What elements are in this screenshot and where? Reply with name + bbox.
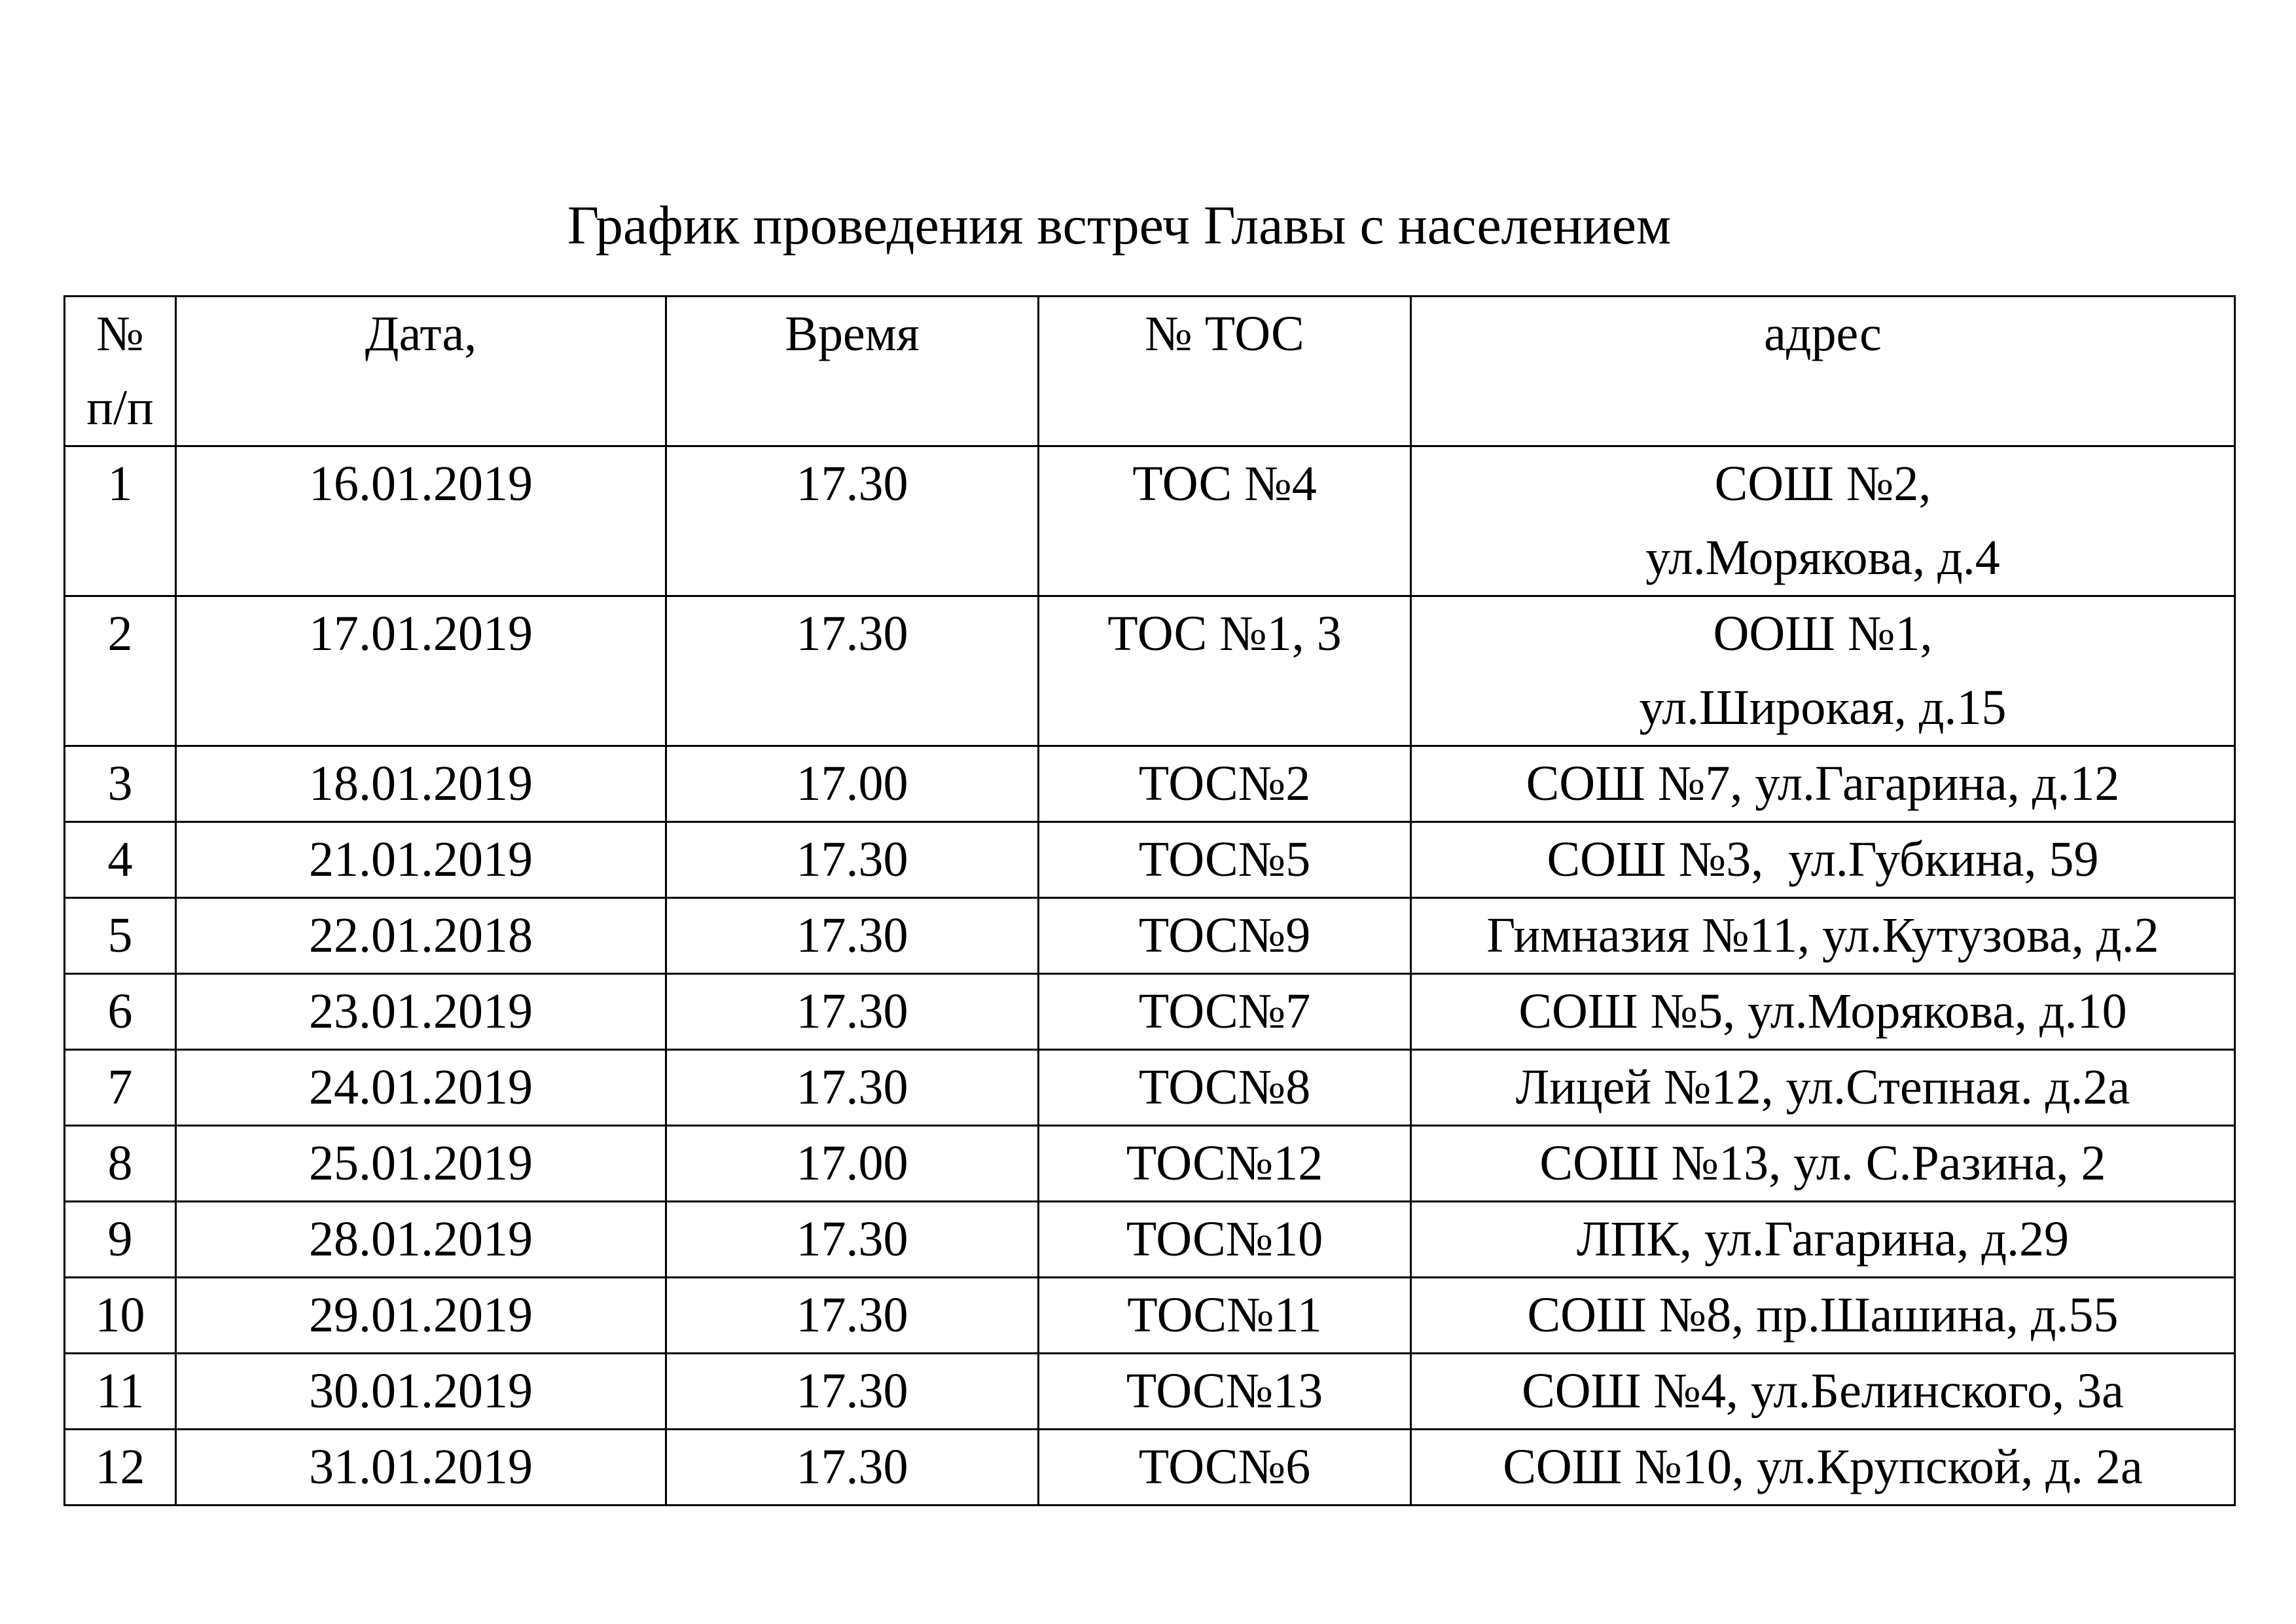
cell-date: 21.01.2019 (176, 822, 666, 898)
cell-number: 10 (65, 1278, 176, 1354)
cell-tos: ТОС№12 (1039, 1126, 1411, 1202)
cell-date: 23.01.2019 (176, 974, 666, 1050)
table-row (65, 596, 2235, 746)
cell-address: СОШ №13, ул. С.Разина, 2 (1411, 1126, 2235, 1202)
header-number-symbol: № (96, 306, 144, 361)
cell-address (1411, 446, 2235, 596)
cell-date: 31.01.2019 (176, 1430, 666, 1506)
table-row (65, 446, 2235, 596)
cell-date: 16.01.2019 (176, 446, 666, 596)
cell-tos: ТОС№11 (1039, 1278, 1411, 1354)
address-street: ул.Морякова, д.4 (1645, 530, 2000, 585)
cell-tos: ТОС№6 (1039, 1430, 1411, 1506)
cell-tos: ТОС№8 (1039, 1050, 1411, 1126)
cell-time: 17.30 (666, 446, 1039, 596)
cell-address: ЛПК, ул.Гагарина, д.29 (1411, 1202, 2235, 1278)
table-row (65, 1430, 2235, 1506)
header-tos: № ТОС (1039, 297, 1411, 446)
cell-address: СОШ №5, ул.Морякова, д.10 (1411, 974, 2235, 1050)
cell-date: 30.01.2019 (176, 1354, 666, 1430)
cell-tos: ТОС№2 (1039, 746, 1411, 822)
cell-time: 17.00 (666, 746, 1039, 822)
cell-number: 7 (65, 1050, 176, 1126)
cell-time: 17.00 (666, 1126, 1039, 1202)
cell-time: 17.30 (666, 974, 1039, 1050)
table-row (65, 1050, 2235, 1126)
cell-address: СОШ №8, пр.Шашина, д.55 (1411, 1278, 2235, 1354)
table-header-row (65, 297, 2235, 446)
address-school: СОШ №2, (1714, 456, 1931, 511)
table-row (65, 974, 2235, 1050)
table-row (65, 898, 2235, 974)
cell-number: 4 (65, 822, 176, 898)
cell-address: СОШ №10, ул.Крупской, д. 2а (1411, 1430, 2235, 1506)
cell-number: 8 (65, 1126, 176, 1202)
cell-date: 29.01.2019 (176, 1278, 666, 1354)
cell-date: 22.01.2018 (176, 898, 666, 974)
cell-number: 11 (65, 1354, 176, 1430)
cell-tos: ТОС№9 (1039, 898, 1411, 974)
cell-number: 12 (65, 1430, 176, 1506)
cell-tos: ТОС №1, 3 (1039, 596, 1411, 746)
header-date: Дата, (176, 297, 666, 446)
cell-time: 17.30 (666, 898, 1039, 974)
cell-tos: ТОС№5 (1039, 822, 1411, 898)
cell-number: 2 (65, 596, 176, 746)
cell-address: Лицей №12, ул.Степная. д.2а (1411, 1050, 2235, 1126)
page-title: График проведения встреч Главы с населением (567, 195, 1672, 256)
cell-time: 17.30 (666, 1202, 1039, 1278)
cell-time: 17.30 (666, 1278, 1039, 1354)
cell-date: 18.01.2019 (176, 746, 666, 822)
address-school: ООШ №1, (1713, 606, 1933, 661)
cell-time: 17.30 (666, 822, 1039, 898)
cell-address: Гимназия №11, ул.Кутузова, д.2 (1411, 898, 2235, 974)
cell-date: 25.01.2019 (176, 1126, 666, 1202)
cell-tos: ТОС№13 (1039, 1354, 1411, 1430)
cell-date: 17.01.2019 (176, 596, 666, 746)
cell-tos: ТОС№10 (1039, 1202, 1411, 1278)
cell-tos: ТОС №4 (1039, 446, 1411, 596)
cell-number: 1 (65, 446, 176, 596)
table-row (65, 1354, 2235, 1430)
cell-date: 24.01.2019 (176, 1050, 666, 1126)
cell-address: СОШ №3, ул.Губкина, 59 (1411, 822, 2235, 898)
cell-number: 3 (65, 746, 176, 822)
table-row (65, 1202, 2235, 1278)
header-time: Время (666, 297, 1039, 446)
cell-time: 17.30 (666, 596, 1039, 746)
cell-tos: ТОС№7 (1039, 974, 1411, 1050)
cell-address: СОШ №4, ул.Белинского, 3а (1411, 1354, 2235, 1430)
schedule-table (63, 295, 2236, 1506)
header-number (65, 297, 176, 446)
header-number-abbr: п/п (86, 380, 154, 435)
cell-time: 17.30 (666, 1354, 1039, 1430)
table-row (65, 746, 2235, 822)
cell-time: 17.30 (666, 1430, 1039, 1506)
address-street: ул.Широкая, д.15 (1639, 680, 2007, 735)
header-address: адрес (1411, 297, 2235, 446)
cell-date: 28.01.2019 (176, 1202, 666, 1278)
cell-address: СОШ №7, ул.Гагарина, д.12 (1411, 746, 2235, 822)
cell-address (1411, 596, 2235, 746)
table-row (65, 822, 2235, 898)
table-row (65, 1126, 2235, 1202)
cell-number: 6 (65, 974, 176, 1050)
cell-number: 5 (65, 898, 176, 974)
cell-time: 17.30 (666, 1050, 1039, 1126)
cell-number: 9 (65, 1202, 176, 1278)
table-row (65, 1278, 2235, 1354)
